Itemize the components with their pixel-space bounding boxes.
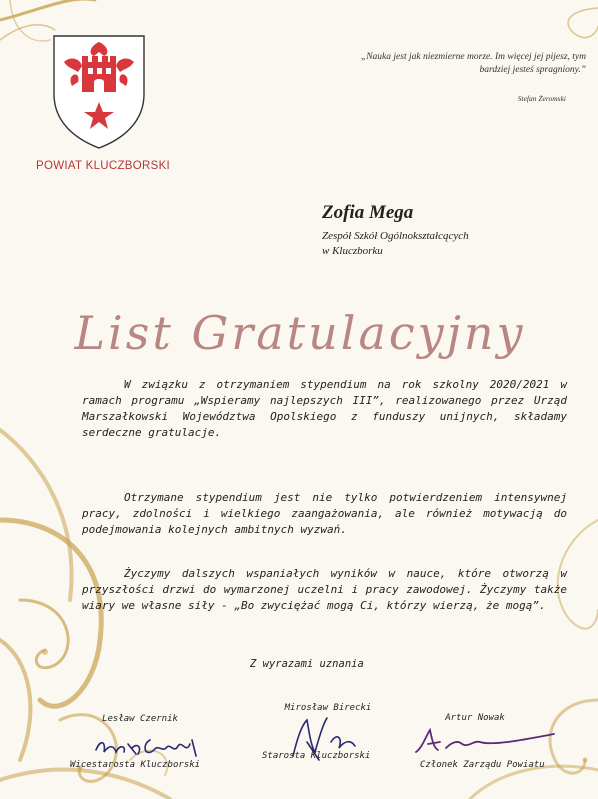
signatory-name: Mirosław Birecki xyxy=(284,703,372,713)
body-paragraph-3: Życzymy dalszych wspaniałych wyników w nauce, które otworzą w przyszłości drzwi do wymarzonej uczelni i pracy zawodowej. Życzymy także wiary we własne siły - „Bo zwyciężać mogą Ci, którzy wierzą, że mogą”. xyxy=(82,567,567,612)
body-paragraph-2: Otrzymane stypendium jest nie tylko potwierdzeniem intensywnej pracy, zdolności i wielkiego zaangażowania, ale również motywacją do podejmowania kolejnych ambitnych wyzwań. xyxy=(82,491,567,536)
district-name: POWIAT KLUCZBORSKI xyxy=(36,160,171,172)
handwritten-signature-3 xyxy=(412,726,562,758)
epigraph-author: Stefan Żeromski xyxy=(517,94,566,103)
recipient-school xyxy=(322,229,562,259)
epigraph-quote: „Nauka jest jak niezmierne morze. Im więcej jej pijesz, tym bardziej jesteś spragniony.” xyxy=(360,52,586,75)
signatory-role: Wicestarosta Kluczborski xyxy=(70,760,201,770)
signatory-role: Starosta Kluczborski xyxy=(262,751,371,761)
coat-of-arms-crest xyxy=(50,32,148,152)
signatory-block-3 xyxy=(410,713,540,723)
signatory-role: Członek Zarządu Powiatu xyxy=(420,760,545,770)
school-line-2: w Kluczborku xyxy=(322,245,383,257)
signatory-name: Lesław Czernik xyxy=(102,714,178,724)
signatory-name: Artur Nowak xyxy=(445,713,505,723)
body-paragraph-1: W związku z otrzymaniem stypendium na rok szkolny 2020/2021 w ramach programu „Wspieramy najlepszych III”, realizowanego przez Urząd Marszałkowski Województwa Opolskiego z funduszy unijnych, składamy serdeczne gratulacje. xyxy=(82,378,567,439)
handwritten-signature-1 xyxy=(92,730,202,762)
closing-line: Z wyrazami uznania xyxy=(250,658,364,670)
letter-title: List Gratulacyjny xyxy=(74,306,526,360)
school-line-1: Zespół Szkół Ogólnokształcących xyxy=(322,230,469,242)
recipient-name: Zofia Mega xyxy=(322,202,414,223)
signatory-block-1 xyxy=(70,714,210,724)
